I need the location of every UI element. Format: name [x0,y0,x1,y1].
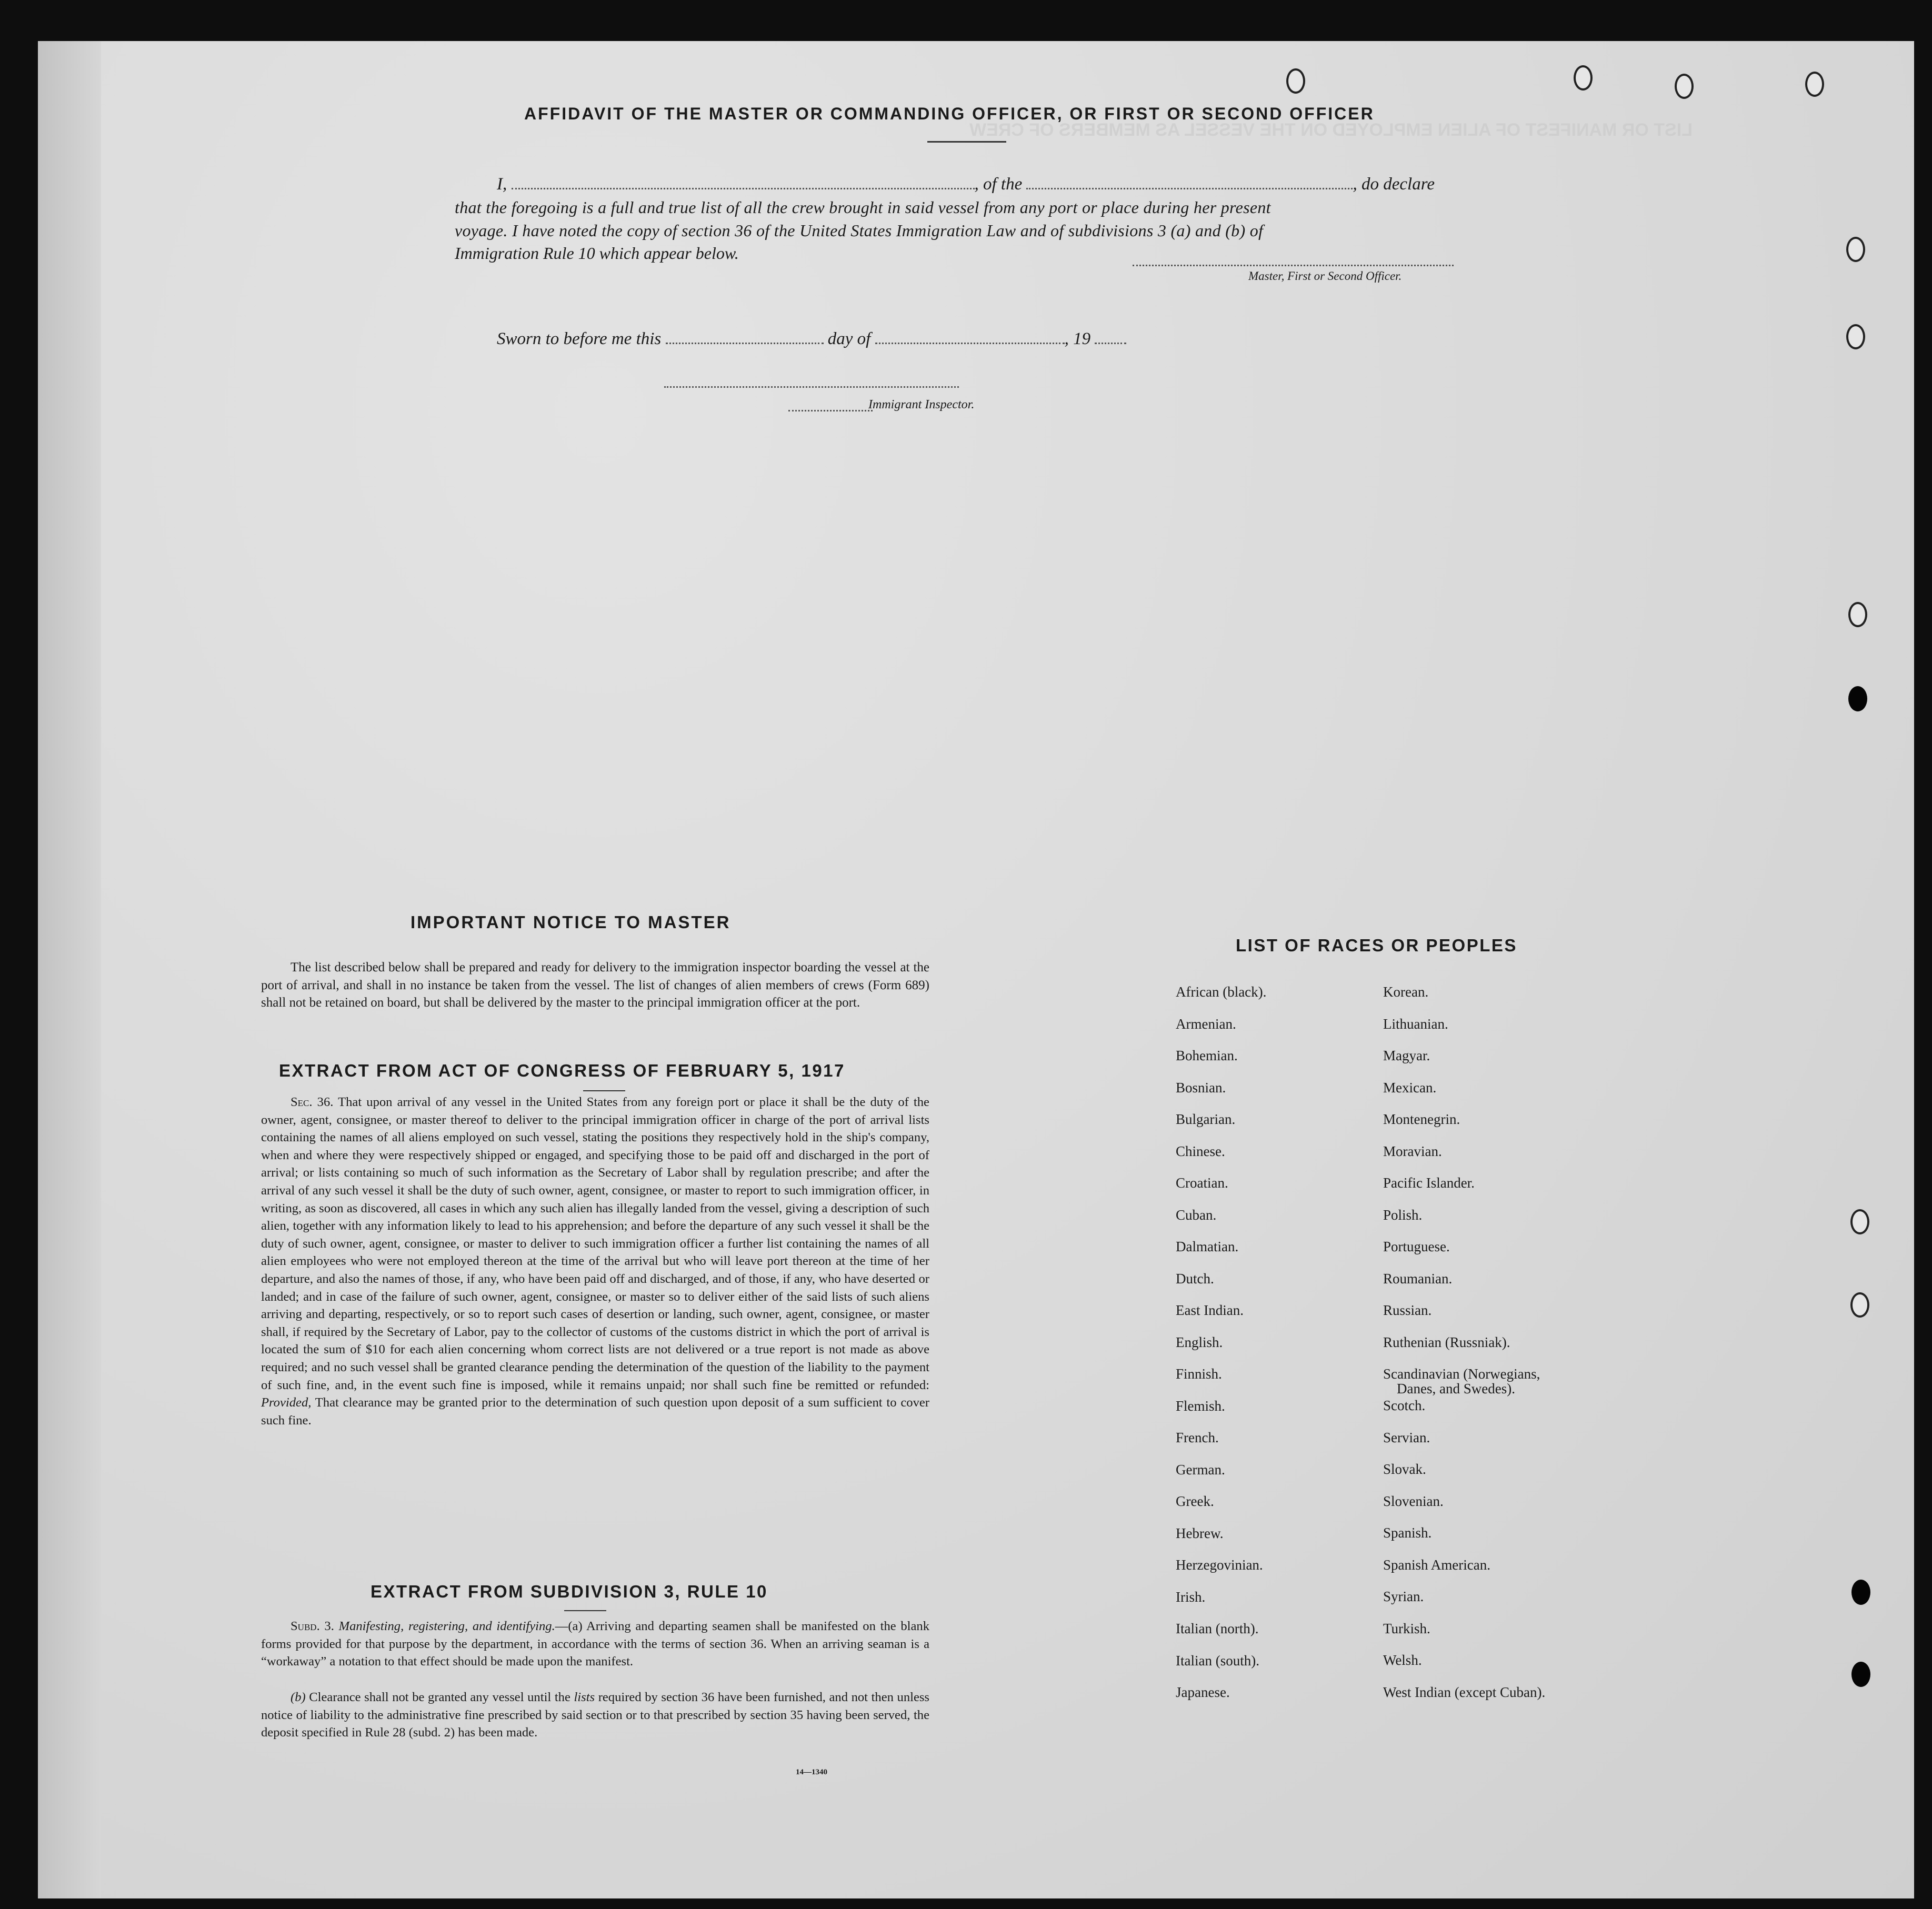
notice-text: The list described below shall be prepared and ready for delivery to the immigration inspector boarding the vessel at the port of arrival, and shall in no instance be taken from the vessel. The list of changes of alien members of crews (Form 689) shall not be retained on board, but shall be delivered by the master to the principal immigration officer at the port. [261,960,929,1010]
race-item: Magyar. [1383,1048,1430,1063]
race-item: Moravian. [1383,1143,1442,1159]
document-page [38,41,1914,1898]
punch-hole [1846,237,1865,262]
race-item: Chinese. [1176,1143,1225,1159]
race-item: Slovenian. [1383,1493,1444,1509]
race-item: Montenegrin. [1383,1111,1460,1127]
race-item: Ruthenian (Russniak). [1383,1334,1510,1350]
rule-subd-a [261,1617,929,1671]
race-item: Italian (north). [1176,1621,1259,1636]
punch-hole [1850,1292,1869,1318]
race-item: Hebrew. [1176,1525,1224,1541]
act-title: EXTRACT FROM ACT OF CONGRESS OF FEBRUARY 5, 1917 [279,1061,845,1080]
year-blank [1095,342,1126,344]
punch-hole [1846,324,1865,349]
race-item: Bulgarian. [1176,1111,1236,1127]
sworn-line [497,329,1126,349]
race-item: Greek. [1176,1493,1214,1509]
race-item: Scandinavian (Norwegians, [1383,1366,1540,1382]
race-item: Korean. [1383,984,1429,1000]
race-item: Lithuanian. [1383,1016,1448,1032]
race-item: French. [1176,1430,1219,1445]
act-title-rule [583,1090,625,1091]
punch-hole [1286,68,1305,94]
races-left-column [1176,984,1266,1716]
race-item: African (black). [1176,984,1267,1000]
bleed-through-title: LIST OR MANIFEST OF ALIEN EMPLOYED ON THE VESSEL AS MEMBERS OF CREW [969,120,1693,140]
punch-hole [1851,1662,1870,1687]
punch-hole [1848,602,1867,627]
punch-hole [1574,65,1593,91]
race-item: Flemish. [1176,1398,1225,1414]
affidavit-line-4: Immigration Rule 10 which appear below. [455,244,739,263]
sec-label: Sec. 36. [291,1095,334,1109]
race-item: Portuguese. [1383,1239,1450,1254]
race-item: Scotch. [1383,1398,1426,1413]
race-item: Irish. [1176,1589,1206,1605]
race-item: Herzegovinian. [1176,1557,1263,1573]
day-of-label: day of [827,329,871,348]
race-item: Dutch. [1176,1270,1214,1287]
race-item: Pacific Islander. [1383,1175,1475,1191]
race-item: Russian. [1383,1302,1432,1318]
race-item: English. [1176,1334,1223,1350]
subd-label: Subd. 3. [291,1619,334,1633]
affidavit-i: I, [497,175,507,194]
race-item: Bohemian. [1176,1048,1238,1063]
provided-text: That clearance may be granted prior to the determination of such question upon deposit of a sum sufficient to cover such fine. [261,1395,929,1428]
punch-hole [1675,74,1694,99]
races-right-column [1383,984,1545,1716]
rule-subd-b [261,1689,929,1742]
punch-hole [1851,1580,1870,1605]
affidavit-declare: , do declare [1353,175,1435,194]
race-item: German. [1176,1461,1225,1478]
notice-title: IMPORTANT NOTICE TO MASTER [411,912,731,932]
b-text-2: required by section 36 have been furnished, and not then unless notice of liability to the administrative fine prescribed by said section or to that prescribed by section 35 having been served, the deposit specified in Rule 28 (subd. 2) has been made. [261,1690,930,1740]
rule-title-rule [564,1610,606,1611]
race-item: Polish. [1383,1207,1423,1223]
race-item: Servian. [1383,1429,1430,1445]
race-item: Dalmatian. [1176,1239,1239,1254]
race-item: Croatian. [1176,1175,1228,1191]
race-item: Spanish. [1383,1525,1432,1541]
race-item: Bosnian. [1176,1079,1226,1096]
affidavit-title: AFFIDAVIT OF THE MASTER OR COMMANDING OFFICER, OR FIRST OR SECOND OFFICER [524,104,1375,123]
signature-blank [1133,264,1454,266]
race-item: Slovak. [1383,1461,1426,1477]
race-item: Mexican. [1383,1079,1437,1096]
signature-label: Master, First or Second Officer. [1248,269,1402,283]
affidavit-line-3: voyage. I have noted the copy of section 36 of the United States Immigration Law and of subdivisions 3 (a) and (b) of [455,221,1264,240]
inspector-blank-2 [788,409,873,411]
race-item: Cuban. [1176,1207,1217,1223]
affidavit-of-the: , of the [974,175,1023,194]
race-item: West Indian (except Cuban). [1383,1684,1546,1700]
day-blank [666,342,824,344]
race-item: Finnish. [1176,1366,1222,1382]
sworn-label: Sworn to before me this [497,329,662,348]
punch-hole [1848,686,1867,711]
act-body: That upon arrival of any vessel in the United States from any foreign port or place it shall be the duty of the owner, agent, consignee, or master thereof to deliver to the principal immigration officer in charge of the port of arrival lists containing the names of all aliens employed on such vessel, stating the positions they respectively hold in the ship's company, when and where they were respectively shipped or engaged, and specifying those to be paid off and discharged in the port of arrival; or lists containing so much of such information as the Secretary of Labor shall by regulation prescribe; and after the arrival of any such vessel it shall be the duty of such owner, agent, consignee, or master to report to such immigration officer, in writing, as soon as discovered, all cases in which any such alien has illegally landed from the vessel, giving a description of such alien, together with any information likely to lead to his apprehension; and before the departure of any such vessel it shall be the duty of such owner, agent, consignee, or master to deliver to such immigration officer a further list containing the names of all alien employees who were not employed thereon at the time of the arrival but who will leave port thereon at the time of her departure, and also the names of those, if any, who have been paid off and discharged, and of those, if any, who have deserted or landed; and in case of the failure of such owner, agent, consignee, or master so to deliver either of the said lists of such aliens arriving and departing, respectively, or so to report such cases of desertion or landing, such owner, agent, consignee, or master shall, if required by the Secretary of Labor, pay to the collector of customs of the customs district in which the port of arrival is located the sum of $10 for each alien concerning whom correct lists are not delivered or a true report is not made as above required; and no such vessel shall be granted clearance pending the determination of the question of the liability to the payment of such fine, and, in the event such fine is imposed, while it remains unpaid; nor shall such fine be remitted or refunded: [261,1095,929,1392]
vessel-name-blank [1026,187,1353,189]
year-label: , 19 [1064,329,1091,348]
race-item: Roumanian. [1383,1270,1453,1287]
race-item: Japanese. [1176,1684,1230,1700]
b-lists: lists [574,1690,595,1704]
affidavit-line-2: that the foregoing is a full and true list of all the crew brought in said vessel from any port or place during her present [455,198,1271,217]
punch-hole [1805,72,1824,97]
title-rule [927,141,1006,143]
race-item: East Indian. [1176,1302,1244,1318]
inspector-signature-blank [664,386,959,388]
inspector-label: Immigrant Inspector. [868,398,975,411]
act-section-text [261,1093,929,1429]
race-item: Turkish. [1383,1620,1430,1636]
affidavit-line-1 [497,175,1435,194]
b-label: (b) [291,1690,306,1704]
b-text-1: Clearance shall not be granted any vessel until the [309,1690,570,1704]
race-item: Armenian. [1176,1016,1236,1032]
subd-a-text: —(a) Arriving and departing seamen shall be manifested on the blank forms provided for that purpose by the department, in accordance with the terms of section 36. When an arriving seaman is a “workaway” a notation to that effect should be made upon the manifest. [261,1619,929,1669]
provided-label: Provided, [261,1395,312,1410]
page-edge-shadow [38,41,101,1898]
officer-name-blank [512,187,975,189]
subd-heading: Manifesting, registering, and identifying. [338,1619,555,1633]
race-item: Italian (south). [1176,1652,1259,1669]
race-item: Welsh. [1383,1652,1422,1668]
punch-hole [1850,1209,1869,1234]
form-number: 14—1340 [796,1768,827,1776]
races-title: LIST OF RACES OR PEOPLES [1236,936,1517,955]
rule-title: EXTRACT FROM SUBDIVISION 3, RULE 10 [371,1582,768,1601]
race-item: Syrian. [1383,1589,1424,1604]
race-item: Danes, and Swedes). [1397,1381,1515,1396]
month-blank [875,342,1065,344]
race-item: Spanish American. [1383,1556,1490,1573]
